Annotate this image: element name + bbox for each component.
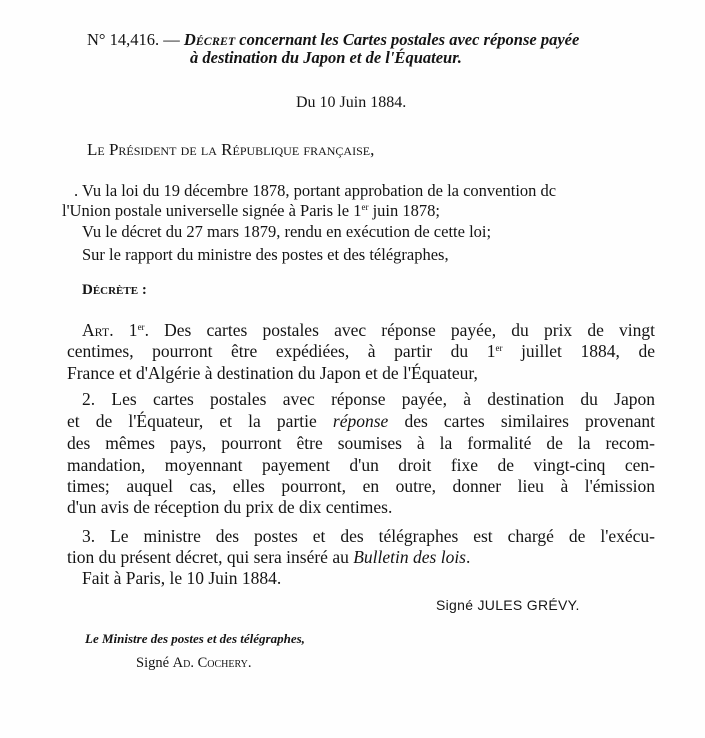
- preamble-line1: . Vu la loi du 19 décembre 1878, portant approbation de la convention dc: [74, 181, 557, 200]
- article1-line1: [82, 320, 655, 340]
- preamble-line2-end: juin 1878;: [368, 201, 440, 220]
- article3-line2-text: tion du présent décret, qui sera inséré au: [67, 547, 354, 567]
- minister-signature-name: Ad. Cochery.: [172, 655, 252, 671]
- preamble-line3: Vu le décret du 27 mars 1879, rendu en exécution de cette loi;: [82, 222, 492, 241]
- decree-number: N° 14,416.: [87, 30, 160, 49]
- article1-line2-sup: er: [495, 343, 503, 353]
- article2-line2-text: et de l'Équateur, et la partie: [67, 411, 333, 431]
- decree-word: Décret: [183, 30, 236, 49]
- article2-line2-end: des cartes similaires provenant: [388, 411, 655, 431]
- article2-line3: des mêmes pays, pourront être soumises à la formalité de la recom-: [67, 433, 655, 453]
- article1-line2-end: juillet 1884, de: [502, 341, 655, 361]
- president-heading: Le Président de la République française,: [87, 140, 375, 159]
- decree-title-rest: concernant les Cartes postales avec réponse payée: [239, 30, 580, 49]
- article3-line2-end: .: [466, 547, 471, 567]
- president-signature: Signé JULES GRÉVY.: [436, 597, 580, 613]
- article2-line2: [67, 411, 655, 431]
- article2-line5: times; auquel cas, elles pourront, en outre, donner lieu à l'émission: [67, 476, 655, 496]
- minister-signature-prefix: Signé: [136, 655, 173, 671]
- preamble-line2-text: l'Union postale universelle signée à Paris le 1: [62, 201, 362, 220]
- article3-line2-italic: Bulletin des lois: [353, 547, 466, 567]
- minister-signature: [136, 653, 251, 673]
- article2-line1: 2. Les cartes postales avec réponse payée, à destination du Japon: [82, 389, 655, 409]
- preamble-line4: Sur le rapport du ministre des postes et des télégraphes,: [82, 245, 449, 264]
- decree-title-line2: à destination du Japon et de l'Équateur.: [190, 48, 462, 67]
- article3-line2: [67, 547, 470, 567]
- article3-line1: 3. Le ministre des postes et des télégraphes est chargé de l'exécu-: [82, 526, 655, 546]
- article1-line1-text: Des cartes postales avec réponse payée, du prix de vingt: [164, 320, 655, 340]
- article1-line2: [67, 341, 655, 361]
- decree-date: Du 10 Juin 1884.: [296, 94, 407, 111]
- article1-line3: France et d'Algérie à destination du Japon et de l'Équateur,: [67, 363, 478, 383]
- decree-title-line1: [87, 30, 579, 50]
- article1-label-end: .: [144, 320, 149, 340]
- title-dash: —: [163, 30, 180, 49]
- preamble-line2-sup: er: [361, 202, 369, 212]
- article1-label-sup: er: [137, 322, 145, 332]
- article2-line2-italic: réponse: [332, 411, 389, 431]
- minister-title: Le Ministre des postes et des télégraphes,: [85, 631, 305, 646]
- place-date: Fait à Paris, le 10 Juin 1884.: [82, 568, 282, 588]
- article1-label: Art. 1: [82, 320, 138, 340]
- article2-line6: d'un avis de réception du prix de dix centimes.: [67, 497, 393, 517]
- article2-line4: mandation, moyennant payement d'un droit fixe de vingt-cinq cen-: [67, 455, 655, 475]
- preamble-line2: [62, 201, 440, 221]
- decrete-heading: Décrète :: [82, 282, 147, 298]
- article1-line2-text: centimes, pourront être expédiées, à partir du 1: [67, 341, 496, 361]
